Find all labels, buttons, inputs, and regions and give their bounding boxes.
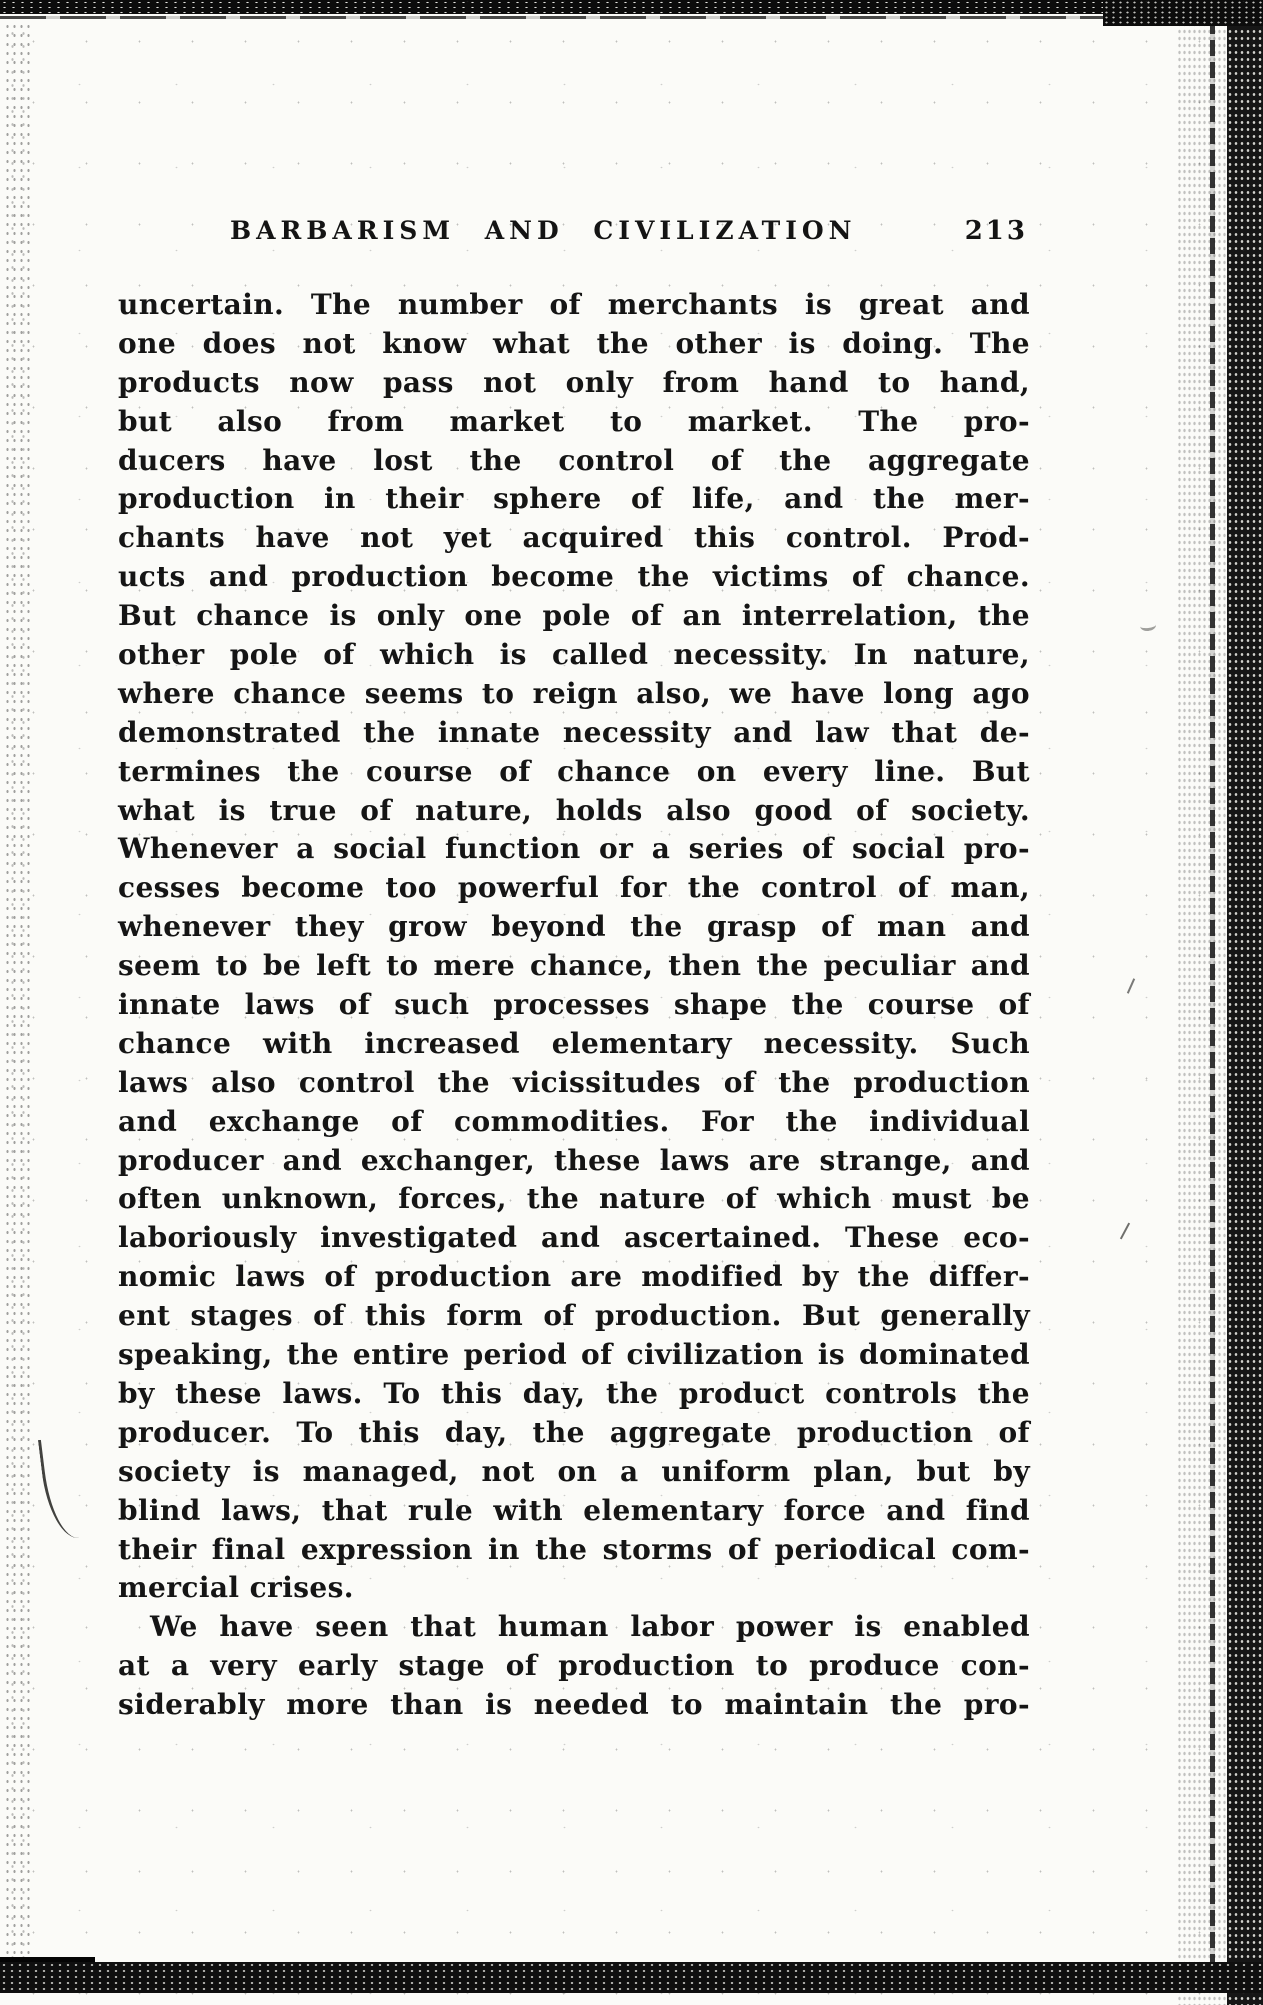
text-line: Whenever a social function or a series of social pro- bbox=[118, 832, 1030, 866]
text-line: but also from market to market. The pro- bbox=[118, 404, 1030, 438]
text-line: and exchange of commodities. For the individual bbox=[118, 1104, 1030, 1138]
page-number: 213 bbox=[964, 216, 1028, 246]
text-line: speaking, the entire period of civilization is dominated bbox=[118, 1338, 1030, 1372]
scan-bottom-edge bbox=[0, 1962, 1263, 1993]
text-line: siderably more than is needed to maintain the pro- bbox=[118, 1688, 1030, 1722]
left-edge-scan-noise bbox=[4, 22, 32, 1960]
text-line: seem to be left to mere chance, then the peculiar and bbox=[118, 949, 1030, 983]
gutter-shadow-transition bbox=[1177, 0, 1227, 2005]
text-line: producer and exchanger, these laws are strange, and bbox=[118, 1143, 1030, 1177]
text-line: termines the course of chance on every line. But bbox=[118, 754, 1030, 788]
text-line: ent stages of this form of production. But generally bbox=[118, 1299, 1030, 1333]
text-line: their final expression in the storms of periodical com- bbox=[118, 1532, 1030, 1566]
text-line: ucts and production become the victims of chance. bbox=[118, 560, 1030, 594]
text-line: whenever they grow beyond the grasp of man and bbox=[118, 910, 1030, 944]
text-line: uncertain. The number of merchants is great and bbox=[118, 288, 1030, 321]
scan-top-rule bbox=[0, 16, 1216, 19]
page-right-edge-line bbox=[1210, 18, 1215, 1993]
binding-gutter-band bbox=[1227, 0, 1263, 2005]
body-text bbox=[118, 286, 1030, 1725]
text-line: society is managed, not on a uniform plan, but by bbox=[118, 1454, 1030, 1488]
text-line: production in their sphere of life, and the mer- bbox=[118, 482, 1030, 516]
text-line: producer. To this day, the aggregate production of bbox=[118, 1415, 1030, 1449]
text-line: cesses become too powerful for the control of man, bbox=[118, 871, 1030, 905]
text-line: products now pass not only from hand to hand, bbox=[118, 365, 1030, 399]
running-header bbox=[118, 216, 1030, 258]
text-line: We have seen that human labor power is enabled bbox=[150, 1610, 1030, 1644]
scan-top-edge bbox=[0, 0, 1263, 14]
text-line: nomic laws of production are modified by the differ- bbox=[118, 1260, 1030, 1294]
text-line: often unknown, forces, the nature of which must be bbox=[118, 1182, 1030, 1216]
text-line: other pole of which is called necessity. In nature, bbox=[118, 638, 1030, 672]
text-line: at a very early stage of production to produce con- bbox=[118, 1649, 1030, 1683]
text-line: by these laws. To this day, the product controls the bbox=[118, 1376, 1030, 1410]
text-line: laboriously investigated and ascertained. These eco- bbox=[118, 1221, 1030, 1255]
text-line: demonstrated the innate necessity and law that de- bbox=[118, 715, 1030, 749]
text-line: laws also control the vicissitudes of the production bbox=[118, 1065, 1030, 1099]
text-line: mercial crises. bbox=[118, 1571, 354, 1605]
text-line: chants have not yet acquired this control. Prod- bbox=[118, 521, 1030, 555]
marginal-scribble-mark bbox=[1139, 619, 1156, 632]
pen-stroke-mark bbox=[38, 1437, 79, 1542]
text-line: But chance is only one pole of an interrelation, the bbox=[118, 599, 1030, 633]
scan-top-right-corner bbox=[1103, 0, 1263, 26]
margin-slash-mark bbox=[1127, 978, 1135, 993]
text-line: ducers have lost the control of the aggregate bbox=[118, 443, 1030, 477]
text-line: innate laws of such processes shape the course of bbox=[118, 988, 1030, 1022]
page-title: BARBARISM AND CIVILIZATION bbox=[230, 216, 857, 245]
margin-slash-mark bbox=[1120, 1223, 1130, 1240]
text-line: one does not know what the other is doing. The bbox=[118, 326, 1030, 360]
text-line: what is true of nature, holds also good of society. bbox=[118, 793, 1030, 827]
text-line: chance with increased elementary necessity. Such bbox=[118, 1026, 1030, 1060]
text-line: blind laws, that rule with elementary force and find bbox=[118, 1493, 1030, 1527]
text-line: where chance seems to reign also, we have long ago bbox=[118, 676, 1030, 710]
